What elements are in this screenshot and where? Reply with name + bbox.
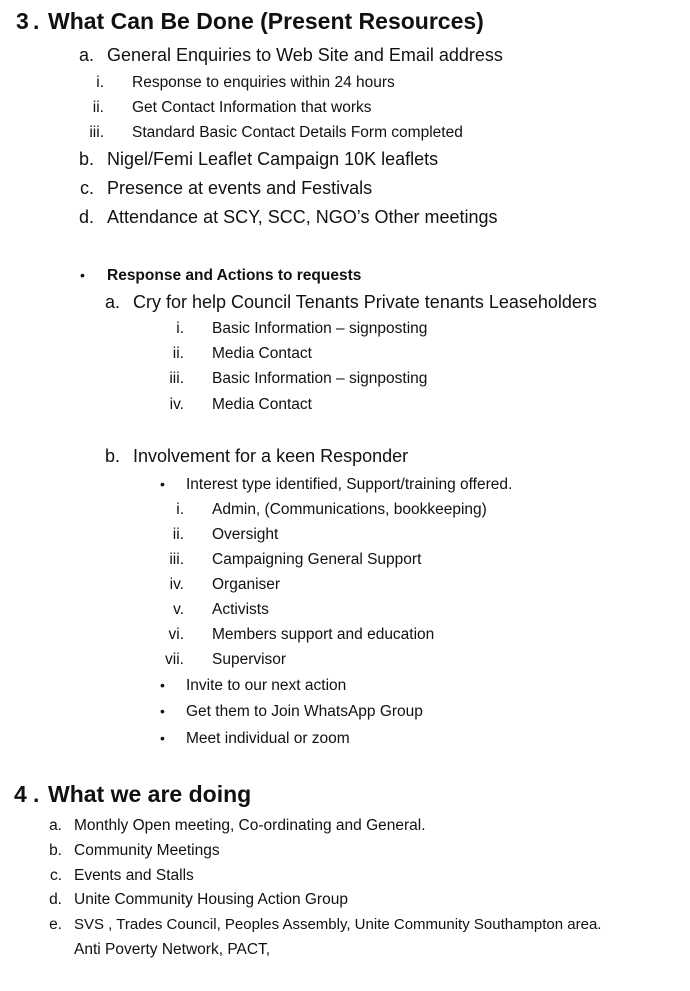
list-item: Community Meetings — [74, 842, 220, 859]
list-marker: d. — [78, 207, 94, 227]
list-marker: d. — [49, 891, 62, 908]
list-item: Presence at events and Festivals — [107, 178, 373, 198]
section-title: What Can Be Done (Present Resources) — [48, 8, 484, 34]
list-item: Standard Basic Contact Details Form completed — [132, 124, 463, 141]
list-item: Cry for help Council Tenants Private tenants Leaseholders — [133, 292, 597, 312]
list-item: Meet individual or zoom — [186, 730, 350, 747]
list-marker: b. — [49, 842, 62, 859]
list-item: Nigel/Femi Leaflet Campaign 10K leaflets — [107, 149, 439, 169]
section-number-dot: . — [33, 781, 40, 807]
section-number: 4 — [14, 781, 27, 807]
list-marker: a. — [104, 292, 120, 312]
list-marker: b. — [78, 149, 94, 169]
list-marker: vii. — [165, 651, 184, 668]
list-item: Monthly Open meeting, Co-ordinating and General. — [74, 817, 426, 834]
list-item: Basic Information – signposting — [212, 370, 428, 387]
section-number: 3 — [16, 8, 29, 34]
list-marker: iv. — [169, 576, 184, 593]
list-item: Supervisor — [212, 651, 287, 668]
list-item: Unite Community Housing Action Group — [74, 891, 348, 908]
section-title: What we are doing — [48, 781, 252, 807]
list-item: Interest type identified, Support/training offered. — [186, 476, 513, 493]
list-item: General Enquiries to Web Site and Email address — [107, 45, 503, 65]
bullet-icon: • — [160, 476, 165, 492]
bullet-icon: • — [160, 730, 165, 746]
list-item: Basic Information – signposting — [212, 320, 428, 337]
section-number-dot: . — [33, 8, 40, 34]
list-marker: b. — [104, 446, 120, 466]
list-item: Admin, (Communications, bookkeeping) — [212, 501, 487, 518]
list-item: Media Contact — [212, 396, 312, 413]
list-marker: c. — [49, 867, 62, 884]
bullet-icon: • — [80, 267, 85, 283]
list-item: Response to enquiries within 24 hours — [132, 74, 395, 91]
list-marker: i. — [176, 501, 184, 518]
list-item: Organiser — [212, 576, 281, 593]
list-marker: vi. — [168, 626, 184, 643]
list-marker: iii. — [89, 124, 104, 141]
list-marker: c. — [79, 178, 94, 198]
list-marker: i. — [176, 320, 184, 337]
list-marker: iii. — [169, 551, 184, 568]
list-item: Members support and education — [212, 626, 435, 643]
list-marker: iv. — [169, 396, 184, 413]
list-marker: i. — [96, 74, 104, 91]
list-marker: a. — [49, 817, 62, 834]
list-item: Events and Stalls — [74, 867, 194, 884]
bullet-icon: • — [160, 677, 165, 693]
list-item: Get them to Join WhatsApp Group — [186, 703, 423, 720]
list-item-continuation: Anti Poverty Network, PACT, — [74, 941, 271, 958]
list-marker: ii. — [92, 99, 104, 116]
list-item: SVS , Trades Council, Peoples Assembly, Unite Community Southampton area. — [74, 916, 602, 933]
list-item: Involvement for a keen Responder — [133, 446, 409, 466]
list-marker: iii. — [169, 370, 184, 387]
list-item: Get Contact Information that works — [132, 99, 372, 116]
list-item: Media Contact — [212, 345, 312, 362]
list-marker: a. — [78, 45, 94, 65]
list-item: Campaigning General Support — [212, 551, 422, 568]
bullet-icon: • — [160, 703, 165, 719]
list-marker: e. — [49, 916, 62, 933]
list-item: Activists — [212, 601, 269, 618]
list-marker: v. — [173, 601, 184, 618]
list-item: Attendance at SCY, SCC, NGO’s Other meetings — [107, 207, 498, 227]
list-marker: ii. — [172, 345, 184, 362]
list-item: Oversight — [212, 526, 279, 543]
response-heading: Response and Actions to requests — [107, 267, 362, 284]
list-item: Invite to our next action — [186, 677, 347, 694]
list-marker: ii. — [172, 526, 184, 543]
